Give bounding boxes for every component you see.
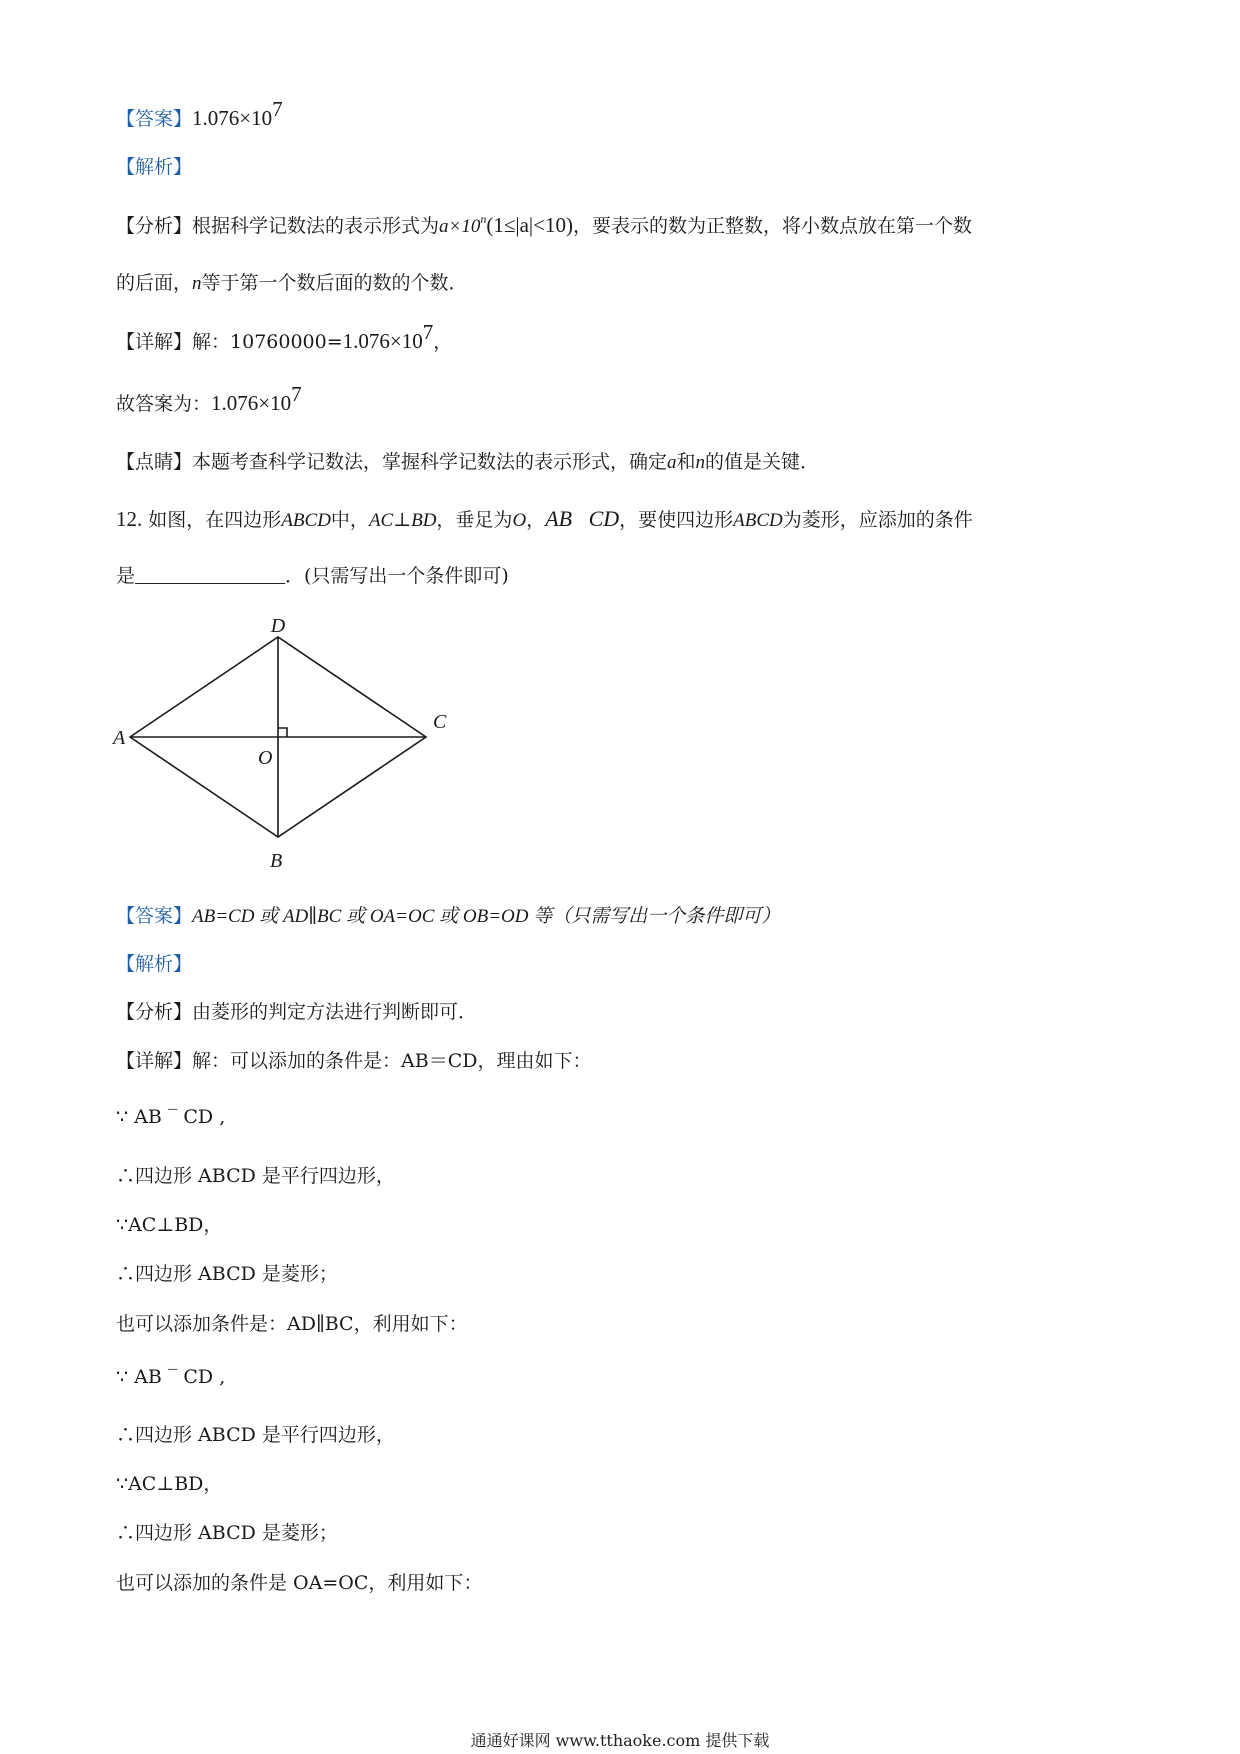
detail-value: 1.076×10 bbox=[342, 329, 423, 353]
stem-text-5: ，要使四边形 bbox=[619, 509, 734, 531]
fenxi-condition: (1≤|a|<10) bbox=[486, 213, 573, 237]
page-footer: 通通好课网 www.tthaoke.com 提供下载 bbox=[470, 1731, 770, 1750]
answer-text: AB=CD 或 AD∥BC 或 OA=OC 或 OB=OD 等（只需写出一个条件即可） bbox=[192, 906, 781, 927]
label-b: B bbox=[270, 850, 283, 872]
proof-step: ∵ AB ‾ CD , bbox=[116, 1106, 226, 1128]
proof-step: ∵ AB ‾ CD , bbox=[116, 1366, 226, 1388]
detail-tag: 【详解】 bbox=[116, 331, 193, 353]
stem-text-2: 中， bbox=[330, 509, 369, 531]
stem-text: 如图，在四边形 bbox=[148, 509, 282, 531]
stem-ab-cd: AB CD bbox=[545, 506, 620, 531]
detail-end: ， bbox=[433, 331, 453, 353]
question-number: 12. bbox=[116, 507, 143, 531]
comment-n: n bbox=[695, 452, 706, 473]
answer-exponent: 7 bbox=[272, 97, 283, 121]
fenxi-n: n bbox=[192, 273, 202, 294]
rhombus-figure bbox=[108, 607, 448, 877]
q11-answer-line bbox=[116, 97, 283, 133]
alt-condition-2: 也可以添加的条件是 OA=OC，利用如下： bbox=[116, 1572, 483, 1594]
label-o: O bbox=[258, 747, 273, 769]
proof-step: ∵AC⊥BD， bbox=[116, 1214, 223, 1236]
q12-fenxi-line bbox=[116, 998, 477, 1026]
final-value: 1.076×10 bbox=[211, 391, 292, 415]
detail-tag: 【详解】 bbox=[116, 1050, 193, 1072]
fenxi-formula-exp: n bbox=[480, 212, 487, 226]
label-d: D bbox=[270, 615, 286, 637]
detail-text: 解：可以添加的条件是：AB＝CD，理由如下： bbox=[192, 1050, 592, 1072]
stem-abcd: ABCD bbox=[281, 510, 331, 531]
detail-text: 解：10760000= bbox=[192, 331, 343, 353]
fenxi-text: 根据科学记数法的表示形式为 bbox=[192, 215, 440, 237]
comment-tag: 【点睛】 bbox=[116, 451, 193, 473]
final-exponent: 7 bbox=[291, 382, 302, 406]
stem-abcd-2: ABCD bbox=[733, 510, 783, 531]
fenxi-line2-text-b: 等于第一个数后面的数的个数． bbox=[201, 272, 468, 294]
stem-text-6: 为菱形，应添加的条件 bbox=[782, 509, 973, 531]
stem-text-4: ， bbox=[526, 509, 546, 531]
fenxi-tag: 【分析】 bbox=[116, 215, 193, 237]
answer-blank[interactable] bbox=[135, 565, 285, 584]
alt-condition-1: 也可以添加条件是：AD∥BC，利用如下： bbox=[116, 1313, 468, 1335]
q12-detail-line bbox=[116, 1047, 591, 1075]
final-text: 故答案为： bbox=[116, 393, 212, 415]
right-angle-mark bbox=[278, 728, 287, 737]
fenxi-text-2: ，要表示的数为正整数，将小数点放在第一个数 bbox=[572, 215, 972, 237]
proof-step: ∴四边形 ABCD 是菱形； bbox=[116, 1522, 338, 1544]
stem-line2-text: 是 bbox=[116, 565, 136, 587]
comment-a: a bbox=[667, 452, 677, 473]
comment-text: 本题考查科学记数法，掌握科学记数法的表示形式，确定 bbox=[192, 451, 668, 473]
proof-step: ∴四边形 ABCD 是平行四边形， bbox=[116, 1165, 395, 1187]
label-a: A bbox=[113, 727, 126, 749]
fenxi-formula: a×10 bbox=[439, 216, 481, 237]
answer-tag: 【答案】 bbox=[116, 905, 193, 927]
q11-analysis-tag: 【解析】 bbox=[116, 156, 193, 178]
stem-text-3: ，垂足为 bbox=[436, 509, 513, 531]
q12-answer-line bbox=[116, 902, 780, 931]
proof-step: ∴四边形 ABCD 是平行四边形， bbox=[116, 1424, 395, 1446]
proof-step: ∵AC⊥BD， bbox=[116, 1473, 223, 1495]
proof-step: ∴四边形 ABCD 是菱形； bbox=[116, 1263, 338, 1285]
q11-fenxi-line1 bbox=[116, 211, 972, 241]
stem-line2-text-b: ．(只需写出一个条件即可) bbox=[285, 565, 509, 587]
stem-o: O bbox=[512, 510, 527, 531]
answer-tag: 【答案】 bbox=[116, 108, 193, 130]
q11-comment-line bbox=[116, 448, 819, 477]
answer-value: 1.076×10 bbox=[192, 106, 273, 130]
fenxi-text: 由菱形的判定方法进行判断即可． bbox=[192, 1001, 478, 1023]
comment-text-2: 的值是关键． bbox=[705, 451, 820, 473]
comment-and: 和 bbox=[676, 451, 696, 473]
q12-analysis-tag: 【解析】 bbox=[116, 953, 193, 975]
stem-perp: AC⊥BD bbox=[368, 510, 437, 531]
q12-stem-line1 bbox=[116, 505, 973, 535]
fenxi-line2-text: 的后面， bbox=[116, 272, 193, 294]
q11-final-line bbox=[116, 382, 302, 418]
q11-fenxi-line2 bbox=[116, 269, 468, 298]
q11-detail-line bbox=[116, 320, 453, 356]
detail-exponent: 7 bbox=[422, 320, 434, 344]
label-c: C bbox=[433, 711, 447, 733]
fenxi-tag: 【分析】 bbox=[116, 1001, 193, 1023]
q12-stem-line2 bbox=[116, 562, 509, 590]
